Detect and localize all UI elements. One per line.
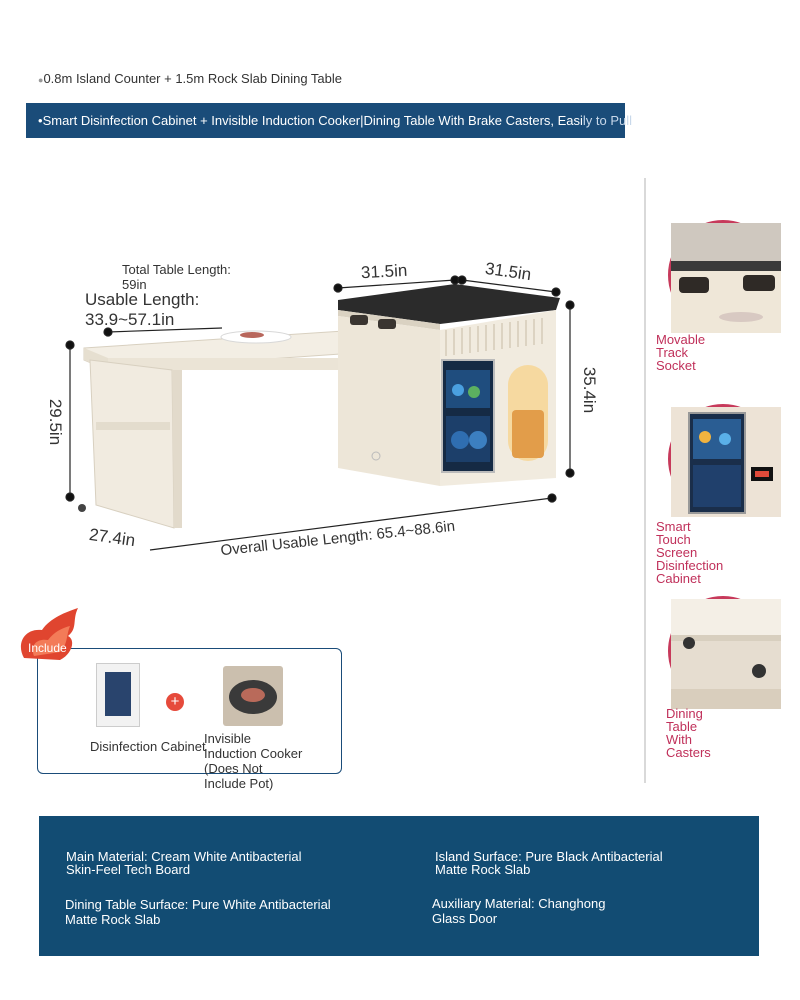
bullet-icon: • bbox=[38, 113, 43, 128]
banner-text: Smart Disinfection Cabinet + Invisible Induction Cooker|Dining Table With Brake Casters, Easi bbox=[42, 113, 583, 128]
island-depth-label: 31.5in bbox=[483, 258, 533, 285]
product-illustration bbox=[0, 160, 640, 580]
total-length-label: Total Table Length: 59in bbox=[122, 262, 231, 292]
spec-aux-material: Auxiliary Material: Changhong Glass Door bbox=[432, 896, 606, 926]
induction-cooker-image bbox=[223, 666, 283, 726]
feature-banner bbox=[26, 103, 633, 138]
usable-length-label: Usable Length: 33.9~57.1in bbox=[85, 290, 200, 329]
product-title: ●0.8m Island Counter + 1.5m Rock Slab Dining Table bbox=[38, 71, 342, 86]
table-depth-label: 27.4in bbox=[87, 524, 137, 551]
spec-main-material: Main Material: Cream White Antibacterial Skin-Feel Tech Board bbox=[66, 849, 302, 877]
plus-icon: + bbox=[166, 693, 184, 711]
spec-panel bbox=[39, 816, 759, 956]
feature-label: Dining Table With Casters bbox=[666, 706, 711, 760]
flame-badge-icon bbox=[14, 606, 84, 666]
include-badge-text: Include bbox=[28, 641, 67, 655]
spec-island-surface: Island Surface: Pure Black Antibacterial Matte Rock Slab bbox=[435, 849, 663, 877]
island-width-label: 31.5in bbox=[360, 260, 408, 283]
feature-label: Smart Touch Screen Disinfection Cabinet bbox=[656, 519, 724, 586]
included-item-label: Invisible Induction Cooker (Does Not Include Pot) bbox=[204, 731, 303, 791]
included-items-box bbox=[37, 648, 342, 791]
spec-table-surface: Dining Table Surface: Pure White Antibacterial Matte Rock Slab bbox=[65, 897, 331, 927]
overall-length-label: Overall Usable Length: 65.4~88.6in bbox=[219, 517, 456, 560]
include-badge bbox=[14, 606, 84, 666]
island-height-label: 35.4in bbox=[580, 366, 600, 414]
included-item-label: Disinfection Cabinet bbox=[90, 739, 206, 754]
disinfection-cabinet-icon bbox=[668, 404, 778, 514]
vertical-divider bbox=[644, 178, 646, 783]
banner-text-fade: ly to Pull bbox=[582, 113, 633, 128]
caster-wheel-icon bbox=[668, 596, 778, 706]
track-socket-icon bbox=[668, 220, 778, 330]
bullet-icon: ● bbox=[38, 75, 44, 85]
table-height-label: 29.5in bbox=[46, 398, 66, 446]
disinfection-cabinet-image bbox=[96, 663, 140, 727]
furniture-drawing bbox=[0, 160, 640, 580]
feature-label: Movable Track Socket bbox=[656, 332, 706, 373]
